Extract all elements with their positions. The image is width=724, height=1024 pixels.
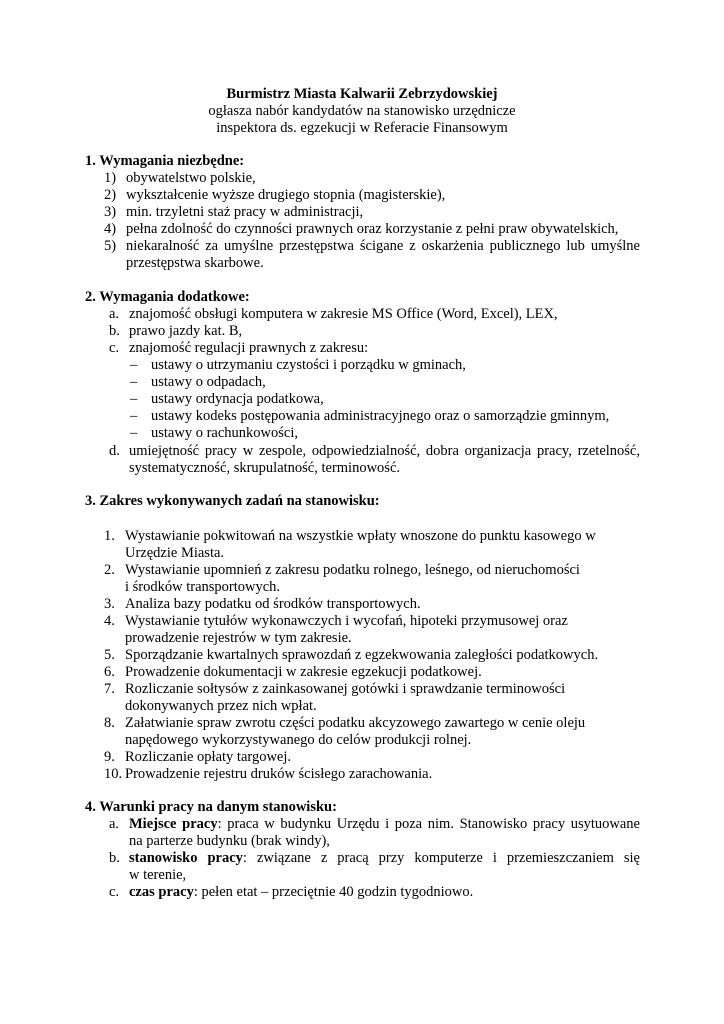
item-label: Miejsce pracy: [129, 816, 218, 832]
list-item-continuation: Urzędzie Miasta.: [125, 545, 225, 561]
item-text: : praca w budynku Urzędu i poza nim. Stanowisko pracy usytuowane: [217, 816, 640, 832]
announcement-position: inspektora ds. egzekucji w Referacie Finansowym: [216, 120, 508, 136]
list-letter: c.: [109, 884, 120, 900]
item-text: : związane z pracą przy komputerze i przemieszczaniem się: [242, 850, 640, 866]
list-item-continuation: napędowego wykorzystywanego do celów produkcji rolnej.: [125, 732, 472, 748]
list-item: Rozliczanie sołtysów z zainkasowanej gotówki i sprawdzanie terminowości: [125, 681, 566, 697]
list-number: 8.: [104, 715, 115, 731]
dash-bullet: –: [130, 357, 138, 373]
item-text: : pełen etat – przeciętnie 40 godzin tygodniowo.: [193, 884, 474, 900]
list-number: 3): [104, 204, 117, 220]
list-item: Wystawianie upomnień z zakresu podatku rolnego, leśnego, od nieruchomości: [125, 562, 580, 578]
list-item: [129, 884, 473, 901]
list-item: Rozliczanie opłaty targowej.: [125, 749, 292, 765]
dash-bullet: –: [130, 425, 138, 441]
list-item-continuation: i środków transportowych.: [125, 579, 281, 595]
list-number: 1): [104, 170, 117, 186]
list-item: Analiza bazy podatku od środków transportowych.: [125, 596, 421, 612]
list-item: umiejętność pracy w zespole, odpowiedzialność, dobra organizacja pracy, rzetelność,: [129, 443, 640, 459]
list-item-continuation: systematyczność, skrupulatność, terminowość.: [129, 460, 401, 476]
announcement-subtitle: ogłasza nabór kandydatów na stanowisko urzędnicze: [208, 103, 516, 119]
list-letter: c.: [109, 340, 120, 356]
list-letter: d.: [109, 443, 120, 459]
list-item: [129, 850, 640, 867]
list-number: 3.: [104, 596, 115, 612]
list-item-continuation: na parterze budynku (brak windy),: [129, 833, 330, 849]
law-item: ustawy o odpadach,: [151, 374, 266, 390]
list-number: 5.: [104, 647, 115, 663]
list-item: prawo jazdy kat. B,: [129, 323, 243, 339]
list-letter: b.: [109, 850, 120, 866]
list-number: 2): [104, 187, 117, 203]
list-number: 1.: [104, 528, 115, 544]
list-letter: a.: [109, 816, 120, 832]
law-item: ustawy o utrzymaniu czystości i porządku w gminach,: [151, 357, 466, 373]
list-item: Załatwianie spraw zwrotu części podatku akcyzowego zawartego w cenie oleju: [125, 715, 586, 731]
list-item: znajomość regulacji prawnych z zakresu:: [129, 340, 369, 356]
item-label: czas pracy: [129, 884, 194, 900]
list-item: [129, 816, 640, 833]
list-item: Prowadzenie rejestru druków ścisłego zarachowania.: [125, 766, 433, 782]
list-number: 2.: [104, 562, 115, 578]
list-item: pełna zdolność do czynności prawnych oraz korzystanie z pełni praw obywatelskich,: [126, 221, 619, 237]
list-item: Wystawianie tytułów wykonawczych i wycofań, hipoteki przymusowej oraz: [125, 613, 568, 629]
dash-bullet: –: [130, 408, 138, 424]
item-label: stanowisko pracy: [129, 850, 243, 866]
list-item: Prowadzenie dokumentacji w zakresie egzekucji podatkowej.: [125, 664, 482, 680]
law-item: ustawy o rachunkowości,: [151, 425, 298, 441]
list-item: Sporządzanie kwartalnych sprawozdań z egzekwowania zaległości podatkowych.: [125, 647, 599, 663]
list-number: 5): [104, 238, 117, 254]
section-1-heading: 1. Wymagania niezbędne:: [85, 153, 245, 169]
list-number: 7.: [104, 681, 115, 697]
list-number: 6.: [104, 664, 115, 680]
list-item-continuation: prowadzenie rejestrów w tym zakresie.: [125, 630, 352, 646]
section-2-heading: 2. Wymagania dodatkowe:: [85, 289, 250, 305]
list-number: 4): [104, 221, 117, 237]
list-item-continuation: przestępstwa skarbowe.: [126, 255, 264, 271]
law-item: ustawy ordynacja podatkowa,: [151, 391, 324, 407]
list-item-continuation: dokonywanych przez nich wpłat.: [125, 698, 317, 714]
list-item: znajomość obsługi komputera w zakresie MS Office (Word, Excel), LEX,: [129, 306, 558, 322]
list-number: 9.: [104, 749, 115, 765]
announcement-title: Burmistrz Miasta Kalwarii Zebrzydowskiej: [226, 86, 498, 102]
list-number: 10.: [104, 766, 123, 782]
section-4-heading: 4. Warunki pracy na danym stanowisku:: [85, 799, 337, 815]
list-item-continuation: w terenie,: [129, 867, 187, 883]
section-3-heading: 3. Zakres wykonywanych zadań na stanowisku:: [85, 493, 380, 509]
dash-bullet: –: [130, 374, 138, 390]
dash-bullet: –: [130, 391, 138, 407]
law-item: ustawy kodeks postępowania administracyjnego oraz o samorządzie gminnym,: [151, 408, 610, 424]
list-item: niekaralność za umyślne przestępstwa ścigane z oskarżenia publicznego lub umyślne: [126, 238, 640, 254]
list-number: 4.: [104, 613, 115, 629]
list-item: min. trzyletni staż pracy w administracji,: [126, 204, 364, 220]
list-item: obywatelstwo polskie,: [126, 170, 256, 186]
list-item: Wystawianie pokwitowań na wszystkie wpłaty wnoszone do punktu kasowego w: [125, 528, 596, 544]
list-letter: b.: [109, 323, 120, 339]
list-letter: a.: [109, 306, 120, 322]
list-item: wykształcenie wyższe drugiego stopnia (magisterskie),: [126, 187, 446, 203]
